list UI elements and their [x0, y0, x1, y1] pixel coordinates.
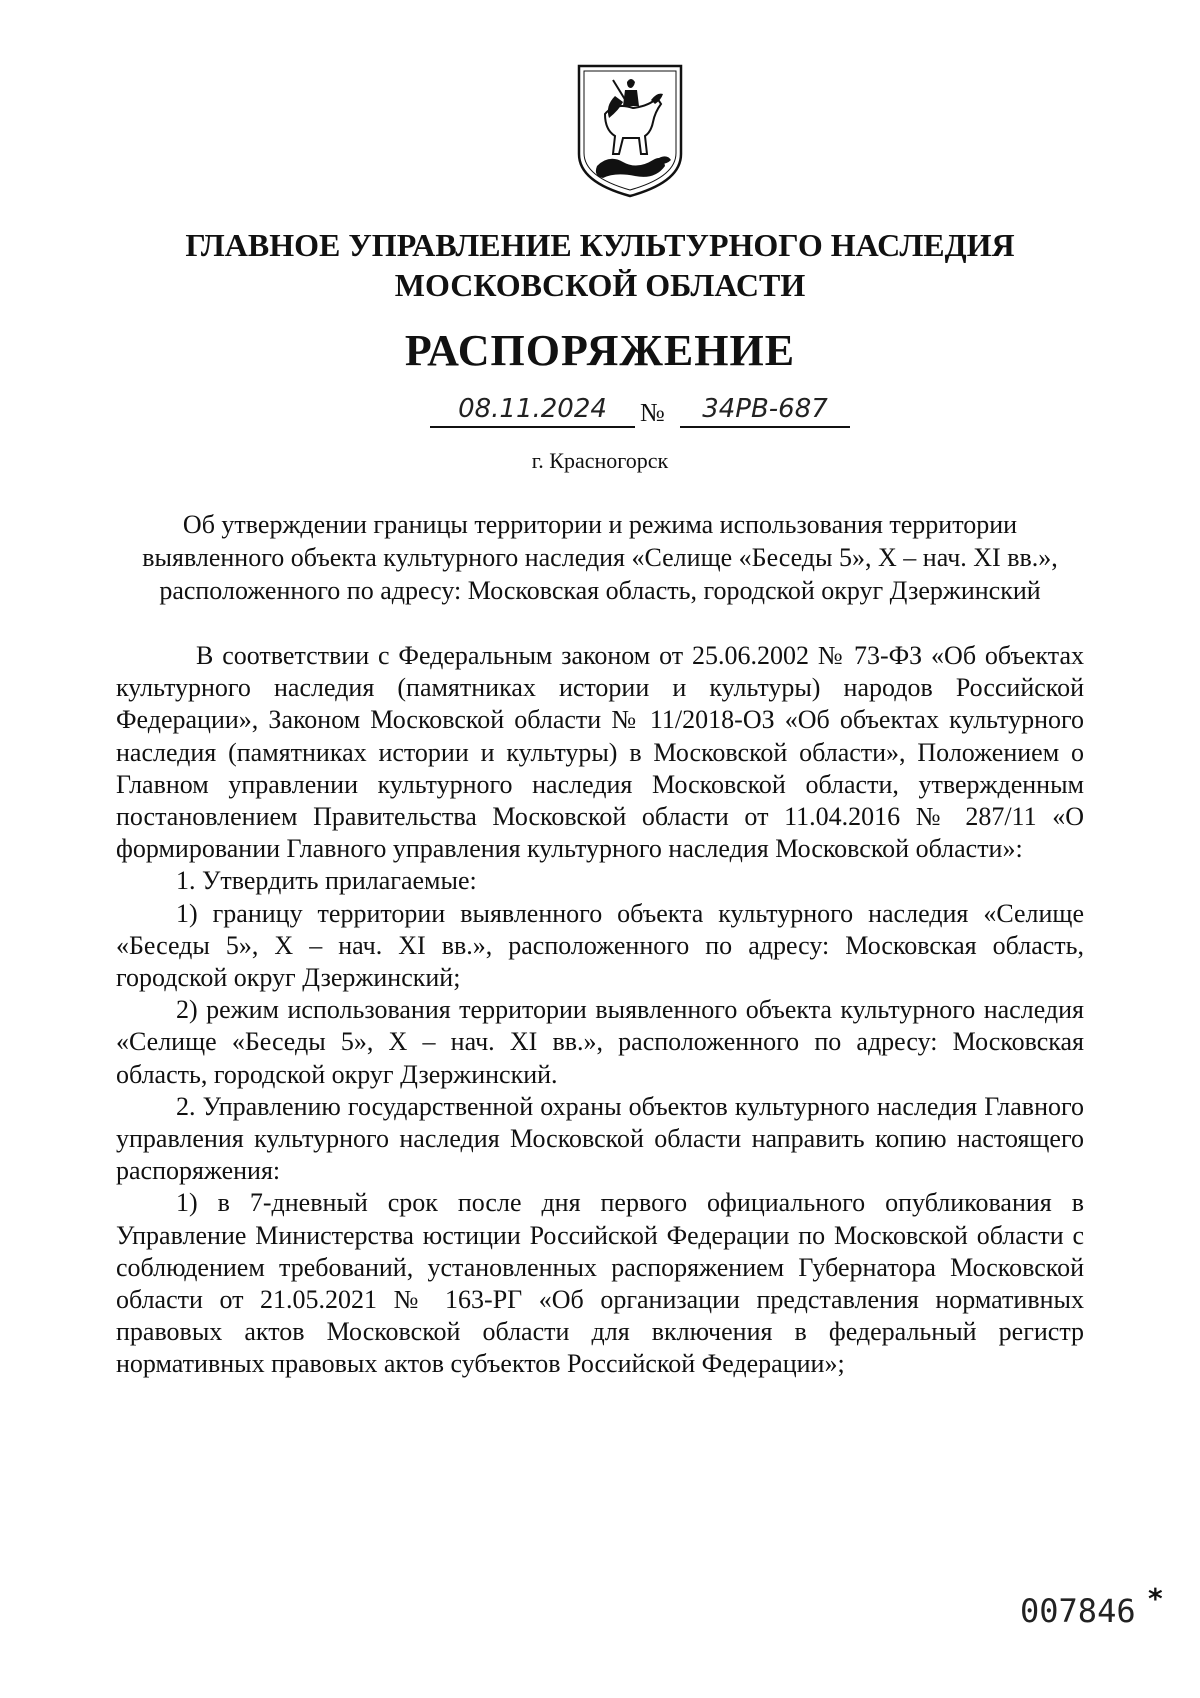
- body-paragraph-item-2: 2. Управлению государственной охраны объектов культурного наследия Главного управления культурного наследия Московской области направить копию настоящего распоряжения:: [116, 1091, 1084, 1186]
- date-number-line: [430, 390, 850, 434]
- body-paragraph-item-1-1: 1) границу территории выявленного объекта культурного наследия «Селище «Беседы 5», X – нач. XI вв.», расположенного по адресу: Московская область, городской округ Дзержинский;: [116, 898, 1085, 993]
- organization-name-line-1: ГЛАВНОЕ УПРАВЛЕНИЕ КУЛЬТУРНОГО НАСЛЕДИЯ: [185, 227, 1015, 263]
- form-serial-number: 007846: [1020, 1592, 1136, 1630]
- subject-line-1: Об утверждении границы территории и режима использования территории: [182, 510, 1018, 539]
- city: г. Красногорск: [531, 448, 669, 473]
- moscow-oblast-coat-of-arms-icon: [575, 62, 685, 200]
- body-paragraph-item-1-2: 2) режим использования территории выявленного объекта культурного наследия «Селище «Беседы 5», X – нач. XI вв.», расположенного по адресу: Московская область, городской округ Дзержинский.: [116, 995, 1084, 1089]
- subject-line-3: расположенного по адресу: Московская область, городской округ Дзержинский: [159, 576, 1041, 605]
- document-subject: [110, 508, 1090, 607]
- document-type: РАСПОРЯЖЕНИЕ: [404, 326, 796, 375]
- document-number: 34РВ-687: [680, 394, 850, 428]
- document-date: 08.11.2024: [430, 394, 635, 428]
- body-paragraph-item-1: 1. Утвердить прилагаемые:: [176, 866, 477, 896]
- organization-name: [100, 225, 1100, 305]
- body-paragraph-preamble: В соответствии с Федеральным законом от 25.06.2002 № 73-ФЗ «Об объектах культурного наследия (памятниках истории и культуры) народов Российской Федерации», Законом Московской области № 11/2018-ОЗ «Об объектах культурного наследия (памятниках истории и культуры) в Московской области», Положением о Главном управлении культурного наследия Московской области, утвержденным постановлением Правительства Московской области от 11.04.2016 № 287/11 «О формировании Главного управления культурного наследия Московской области»:: [116, 641, 1084, 864]
- subject-line-2: выявленного объекта культурного наследия «Селище «Беседы 5», X – нач. XI вв.»,: [142, 543, 1058, 572]
- organization-name-line-2: МОСКОВСКОЙ ОБЛАСТИ: [394, 267, 806, 303]
- number-sign: №: [640, 398, 665, 427]
- body-paragraph-item-2-1: 1) в 7-дневный срок после дня первого официального опубликования в Управление Министерства юстиции Российской Федерации по Московской области с соблюдением требований, установленных распоряжением Губернатора Московской области от 21.05.2021 № 163-РГ «Об организации представления нормативных правовых актов Московской области для включения в федеральный регистр нормативных правовых актов субъектов Российской Федерации»;: [116, 1188, 1084, 1379]
- footer-mark: *: [1148, 1582, 1163, 1615]
- document-body: [116, 640, 1084, 1381]
